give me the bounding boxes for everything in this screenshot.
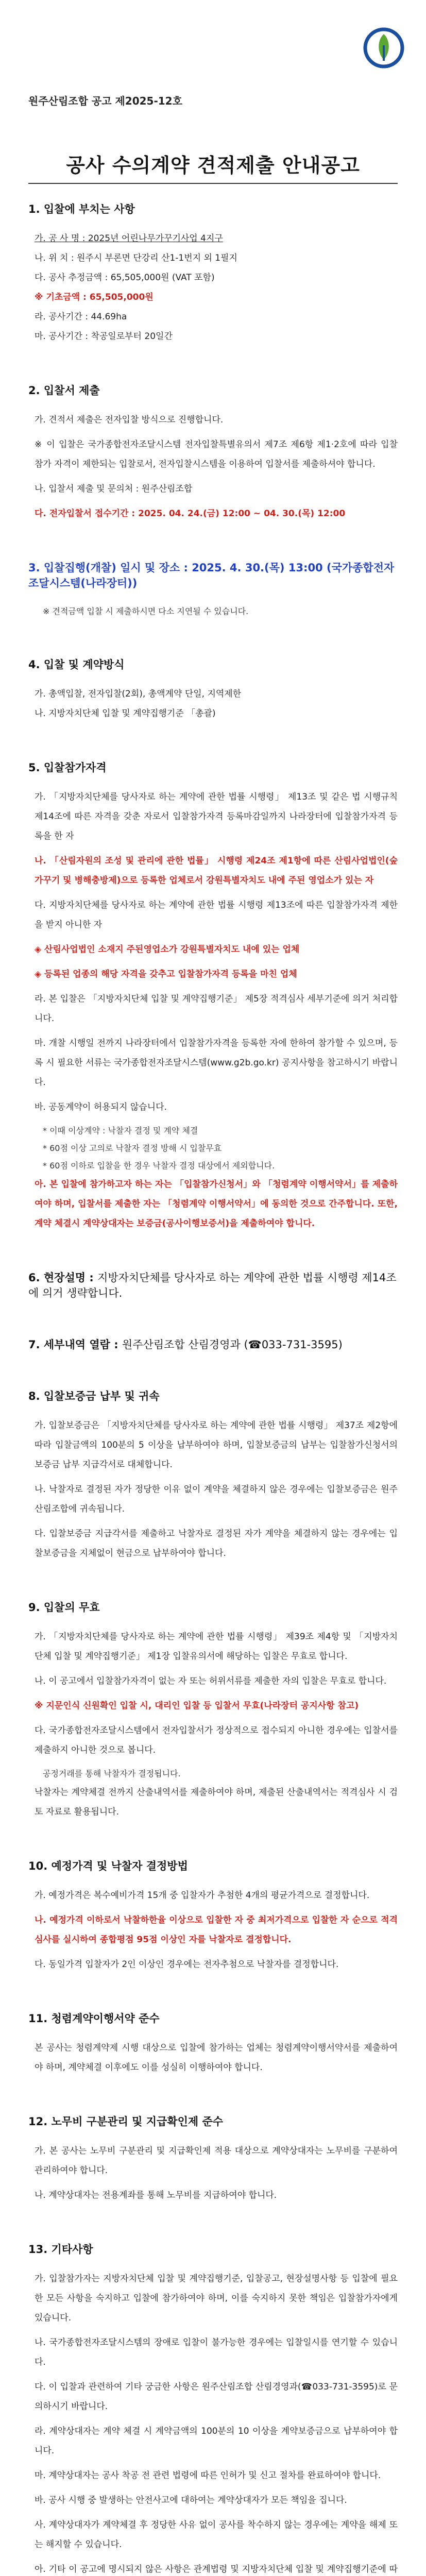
note: * 60점 이상 고의로 낙찰자 결정 방해 시 입찰무효 xyxy=(43,1143,222,1153)
paragraph: 다. 국가종합전자조달시스템에서 전자입찰서가 정상적으로 접수되지 아니한 경우에는 입찰서를 제출하지 아니한 것으로 봅니다. xyxy=(35,1725,398,1755)
section-heading: 13. 기타사항 xyxy=(28,2243,93,2256)
paragraph: 나. 예정가격 이하로서 낙찰하한율 이상으로 입찰한 자 중 최저가격으로 입찰한 자 순으로 적격심사를 실시하여 종합평점 95점 이상인 자를 낙찰자로 결정합니다. xyxy=(35,1915,398,1945)
section-opening xyxy=(28,560,398,620)
paragraph: 가. 입찰보증금은 「지방자치단체를 당사자로 하는 계약에 관한 법률 시행령」 제37조 제2항에 따라 입찰금액의 100분의 5 이상을 납부하여야 하며, 입찰보증금의 납부는 입찰참가신청서의 보증금 납부 지급각서로 대체합니다. xyxy=(35,1420,398,1470)
section-heading: 1. 입찰에 부치는 사항 xyxy=(28,203,135,215)
note: ※ 견적금액 입찰 시 제출하시면 다소 지연될 수 있습니다. xyxy=(43,606,249,616)
note: * 60점 이하로 입찰을 한 경우 낙찰자 결정 대상에서 제외합니다. xyxy=(43,1161,275,1171)
section-submission xyxy=(28,382,398,523)
paragraph: 마. 계약상대자는 공사 착공 전 관련 법령에 따른 인허가 및 신고 절차를 완료하여야 합니다. xyxy=(35,2470,381,2481)
section-eligibility xyxy=(28,759,398,1233)
section-heading: 2. 입찰서 제출 xyxy=(28,384,100,397)
note: * 이때 이상계약 : 낙찰자 결정 및 계약 체결 xyxy=(43,1126,198,1136)
paragraph: 나. 이 공고에서 입찰참가자격이 없는 자 또는 허위서류를 제출한 자의 입찰은 무효로 합니다. xyxy=(35,1676,387,1686)
paragraph: 사. 계약상대자가 계약체결 후 정당한 사유 없이 공사를 착수하지 않는 경우에는 계약을 해제 또는 해지할 수 있습니다. xyxy=(35,2520,398,2550)
area-line: 라. 공사기간 : 44.69ha xyxy=(35,312,127,322)
section-heading: 11. 청렴계약이행서약 준수 xyxy=(28,2012,160,2025)
paragraph: 나. 「산림자원의 조성 및 관리에 관한 법률」 시행령 제24조 제1항에 따른 산림사업법인(숲가꾸기 및 병해충방제)으로 등록한 업체로서 강원특별자치도 내에 주된 영업소가 있는 자 xyxy=(35,856,398,886)
section-heading: 9. 입찰의 무효 xyxy=(28,1601,100,1614)
estimated-price-line: 다. 공사 추정금액 : 65,505,000원 (VAT 포함) xyxy=(35,273,215,283)
paragraph: 가. 견적서 제출은 전자입찰 방식으로 진행합니다. xyxy=(35,415,224,425)
paragraph: 나. 지방자치단체 입찰 및 계약집행기준 「총괄) xyxy=(35,708,216,719)
section-award-method xyxy=(28,1858,398,1974)
paragraph: ※ 이 입찰은 국가종합전자조달시스템 전자입찰특별유의서 제7조 제6항 제1·2호에 따라 입찰 참가 자격이 제한되는 입찰로서, 전자입찰시스템을 이용하여 입찰서를 제출하셔야 합니다. xyxy=(35,439,398,469)
section-heading: 12. 노무비 구분관리 및 지급확인제 준수 xyxy=(28,2115,224,2128)
section-heading: 6. 현장설명 : 지방자치단체를 당사자로 하는 계약에 관한 법률 시행령 제14조에 의거 생략합니다. xyxy=(28,1272,397,1299)
section-heading: 3. 입찰집행(개찰) 일시 및 장소 : 2025. 4. 30.(목) 13:00 (국가종합전자조달시스템(나라장터)) xyxy=(28,562,395,589)
paragraph: 가. 입찰참가자는 지방자치단체 입찰 및 계약집행기준, 입찰공고, 현장설명사항 등 입찰에 필요한 모든 사항을 숙지하고 입찰에 참가하여야 하며, 이를 숙지하지 못한 책임은 입찰참가자에게 있습니다. xyxy=(35,2274,398,2323)
paragraph: 다. 동일가격 입찰자가 2인 이상인 경우에는 전자추첨으로 낙찰자를 결정합니다. xyxy=(35,1959,339,1970)
location-line: 나. 위 치 : 원주시 부론면 단강리 산1-1번지 외 1필지 xyxy=(35,253,237,263)
note: 공정거래를 통해 낙찰자가 결정됩니다. xyxy=(43,1769,181,1778)
paragraph: 가. 예정가격은 복수예비가격 15개 중 입찰자가 추첨한 4개의 평균가격으로 결정합니다. xyxy=(35,1890,370,1901)
red-note: ※ 지문인식 신원확인 입찰 시, 대리인 입찰 등 입찰서 무효(나라장터 공지사항 참고) xyxy=(35,1701,359,1711)
paragraph: 본 공사는 청렴계약제 시행 대상으로 입찰에 참가하는 업체는 청렴계약이행서약서를 제출하여야 하며, 계약체결 이후에도 이를 성실히 이행하여야 합니다. xyxy=(35,2043,398,2073)
paragraph: 라. 본 입찰은 「지방자치단체 입찰 및 계약집행기준」 제5장 적격심사 세부기준에 의거 처리합니다. xyxy=(35,994,398,1024)
forest-cooperative-logo xyxy=(361,25,407,71)
section-labor-cost xyxy=(28,2113,398,2205)
paragraph: 나. 계약상대자는 전용계좌를 통해 노무비를 지급하여야 합니다. xyxy=(35,2190,277,2200)
section-bid-items xyxy=(28,201,398,346)
paragraph: 나. 낙찰자로 결정된 자가 정당한 이유 없이 계약을 체결하지 않은 경우에는 입찰보증금은 원주산림조합에 귀속됩니다. xyxy=(35,1484,398,1514)
base-price-line: ※ 기초금액 : 65,505,000원 xyxy=(35,292,154,302)
section-bid-bond xyxy=(28,1388,398,1563)
section-heading: 5. 입찰참가자격 xyxy=(28,761,107,774)
paragraph: 가. 총액입찰, 전자입찰(2회), 총액계약 단일, 지역제한 xyxy=(35,689,242,699)
notice-body xyxy=(28,201,398,2576)
section-detail-view xyxy=(28,1336,398,1352)
paragraph: 아. 기타 이 공고에 명시되지 않은 사항은 관계법령 및 지방자치단체 입찰 및 계약집행기준에 따 xyxy=(35,2564,398,2574)
paragraph: 가. 「지방자치단체를 당사자로 하는 계약에 관한 법률 시행령」 제13조 및 같은 법 시행규칙 제14조에 따른 자격을 갖춘 자로서 입찰참가자격 등록마감일까지 나라장터에 입찰참가자격 등록을 한 자 xyxy=(35,792,398,841)
section-heading: 4. 입찰 및 계약방식 xyxy=(28,658,125,671)
paragraph: 바. 공사 시행 중 발생하는 안전사고에 대하여는 계약상대자가 모든 책임을 집니다. xyxy=(35,2495,347,2505)
section-misc xyxy=(28,2241,398,2576)
red-note: ◈ 산림사업법인 소재지 주된영업소가 강원특별자치도 내에 있는 업체 xyxy=(35,944,300,955)
paragraph: 나. 입찰서 제출 및 문의처 : 원주산림조합 xyxy=(35,484,193,494)
paragraph: 가. 본 공사는 노무비 구분관리 및 지급확인제 적용 대상으로 계약상대자는 노무비를 구분하여 관리하여야 합니다. xyxy=(35,2146,398,2176)
notice-number: 원주산림조합 공고 제2025-12호 xyxy=(28,95,182,107)
submission-period: 다. 전자입찰서 접수기간 : 2025. 04. 24.(금) 12:00 ~ 04. 30.(목) 12:00 xyxy=(35,509,346,519)
project-name-line: 가. 공 사 명 : 2025년 어린나무가꾸기사업 4지구 xyxy=(35,233,223,244)
section-contract-method xyxy=(28,656,398,723)
paragraph: 가. 「지방자치단체를 당사자로 하는 계약에 관한 법률 시행령」 제39조 제4항 및 「지방자치단체 입찰 및 계약집행기준」 제1장 입찰유의서에 해당하는 입찰은 무효로 합니다. xyxy=(35,1632,398,1662)
paragraph: 라. 계약상대자는 계약 체결 시 계약금액의 100분의 10 이상을 계약보증금으로 납부하여야 합니다. xyxy=(35,2426,398,2456)
paragraph: 나. 국가종합전자조달시스템의 장애로 입찰이 불가능한 경우에는 입찰일시를 연기할 수 있습니다. xyxy=(35,2337,398,2367)
section-invalid-bids xyxy=(28,1599,398,1822)
document-title: 공사 수의계약 견적제출 안내공고 xyxy=(66,154,360,177)
title-divider xyxy=(28,183,398,184)
paragraph: 다. 지방자치단체를 당사자로 하는 계약에 관한 법률 시행령 제13조에 따른 입찰참가자격 제한을 받지 아니한 자 xyxy=(35,900,398,930)
section-integrity xyxy=(28,2010,398,2077)
paragraph: 다. 이 입찰과 관련하여 기타 궁금한 사항은 원주산림조합 산림경영과(☎033-731-3595)로 문의하시기 바랍니다. xyxy=(35,2382,398,2412)
section-site-briefing xyxy=(28,1269,398,1300)
paragraph: 다. 입찰보증금 지급각서를 제출하고 낙찰자로 결정된 자가 계약을 체결하지 않는 경우에는 입찰보증금을 지체없이 현금으로 납부하여야 합니다. xyxy=(35,1529,398,1558)
red-note: ◈ 등록된 업종의 해당 자격을 갖추고 입찰참가자격 등록을 마친 업체 xyxy=(35,969,297,979)
section-heading: 10. 예정가격 및 낙찰자 결정방법 xyxy=(28,1860,188,1872)
paragraph: 바. 공동계약이 허용되지 않습니다. xyxy=(35,1102,167,1112)
section-heading: 8. 입찰보증금 납부 및 귀속 xyxy=(28,1390,160,1402)
period-line: 마. 공사기간 : 착공일로부터 20일간 xyxy=(35,331,173,342)
paragraph: 낙찰자는 계약체결 전까지 산출내역서를 제출하여야 하며, 제출된 산출내역서는 적격심사 시 검토 자료로 활용됩니다. xyxy=(35,1787,398,1817)
integrity-notice: 아. 본 입찰에 참가하고자 하는 자는 「입찰참가신청서」와 「청렴계약 이행서약서」를 제출하여야 하며, 입찰서를 제출한 자는 「청렴계약 이행서약서」에 동의한 것으로 간주합니다. 또한, 계약 체결시 계약상대자는 보증금(공사이행보증서)을 제출하여야 합니다. xyxy=(35,1179,398,1229)
paragraph: 마. 개찰 시행일 전까지 나라장터에서 입찰참가자격을 등록한 자에 한하여 참가할 수 있으며, 등록 시 필요한 서류는 국가종합전자조달시스템(www.g2b.go.kr) 공지사항을 참고하시기 바랍니다. xyxy=(35,1038,398,1088)
section-heading: 7. 세부내역 열람 : 원주산림조합 산림경영과 (☎033-731-3595) xyxy=(28,1338,343,1351)
